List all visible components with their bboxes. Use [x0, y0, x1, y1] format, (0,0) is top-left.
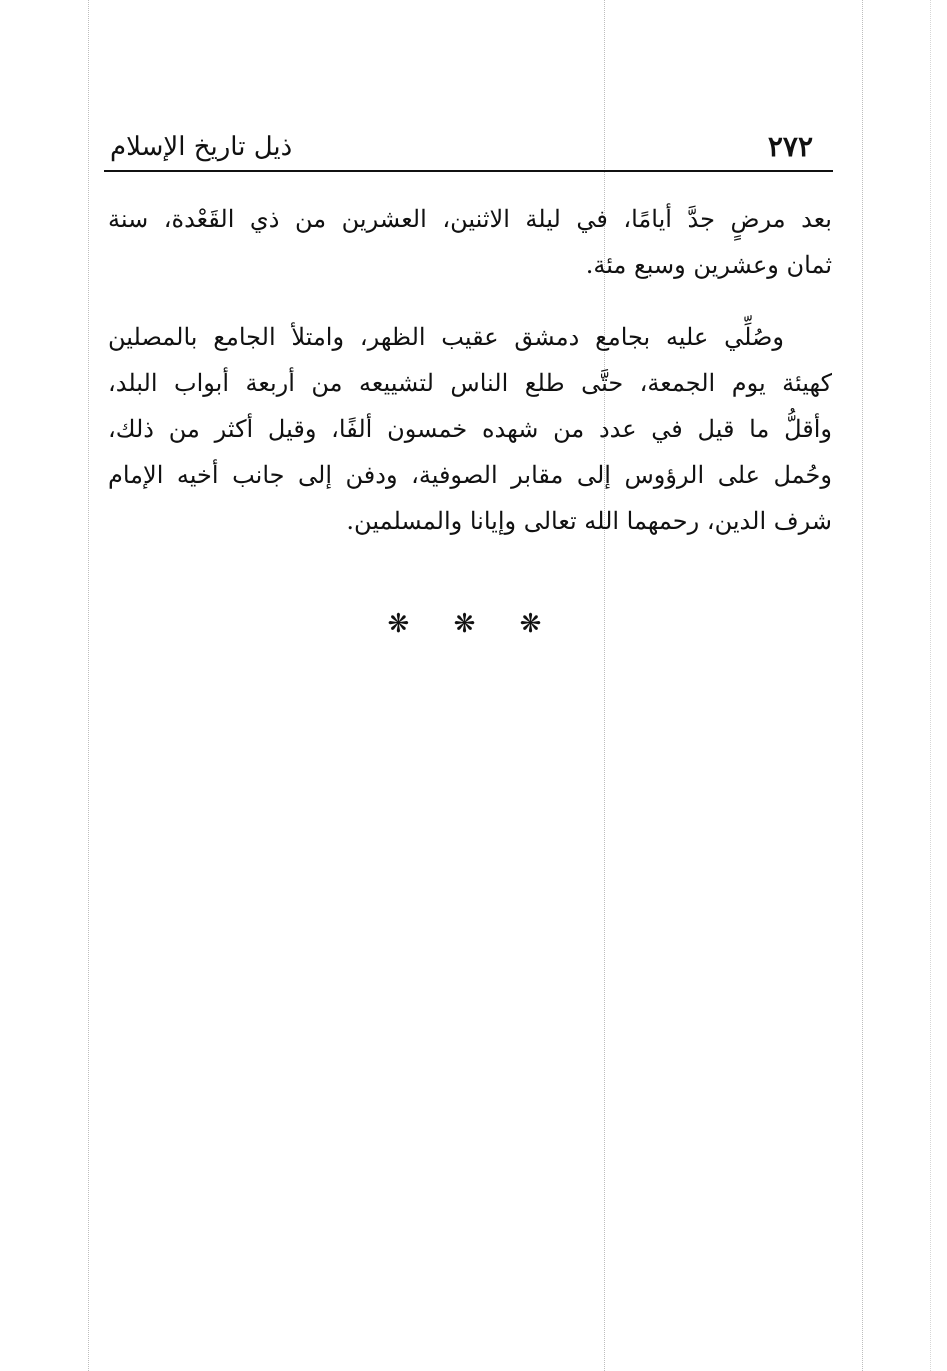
- header-rule: [104, 170, 833, 172]
- paragraph-2: [108, 314, 832, 544]
- scan-guide-line: [930, 0, 931, 1371]
- page-number: ٢٧٢: [767, 130, 813, 163]
- text-line: وحُمل على الرؤوس إلى مقابر الصوفية، ودفن إلى جانب أخيه الإمام: [108, 461, 832, 489]
- page-header: [104, 128, 833, 170]
- paragraph-1: [108, 196, 832, 288]
- text-line: كهيئة يوم الجمعة، حتَّى طلع الناس لتشييعه من أربعة أبواب البلد،: [108, 369, 832, 397]
- text-line: ثمان وعشرين وسبع مئة.: [585, 251, 832, 279]
- text-line: شرف الدين، رحمهما الله تعالى وإيانا والمسلمين.: [346, 507, 832, 535]
- paragraph-gap: [108, 288, 832, 314]
- text-line: بعد مرضٍ جدَّ أيامًا، في ليلة الاثنين، العشرين من ذي القَعْدة، سنة: [108, 205, 832, 233]
- section-separator: ❋ ❋ ❋: [387, 609, 560, 639]
- scan-guide-line: [88, 0, 89, 1371]
- scan-guide-line: [862, 0, 863, 1371]
- text-line: وأقلُّ ما قيل في عدد من شهده خمسون ألفًا، وقيل أكثر من ذلك،: [108, 415, 832, 443]
- running-title: ذيل تاريخ الإسلام: [110, 132, 293, 162]
- body-text: [108, 196, 832, 544]
- text-line: وصُلِّي عليه بجامع دمشق عقيب الظهر، وامتلأ الجامع بالمصلين: [108, 323, 784, 351]
